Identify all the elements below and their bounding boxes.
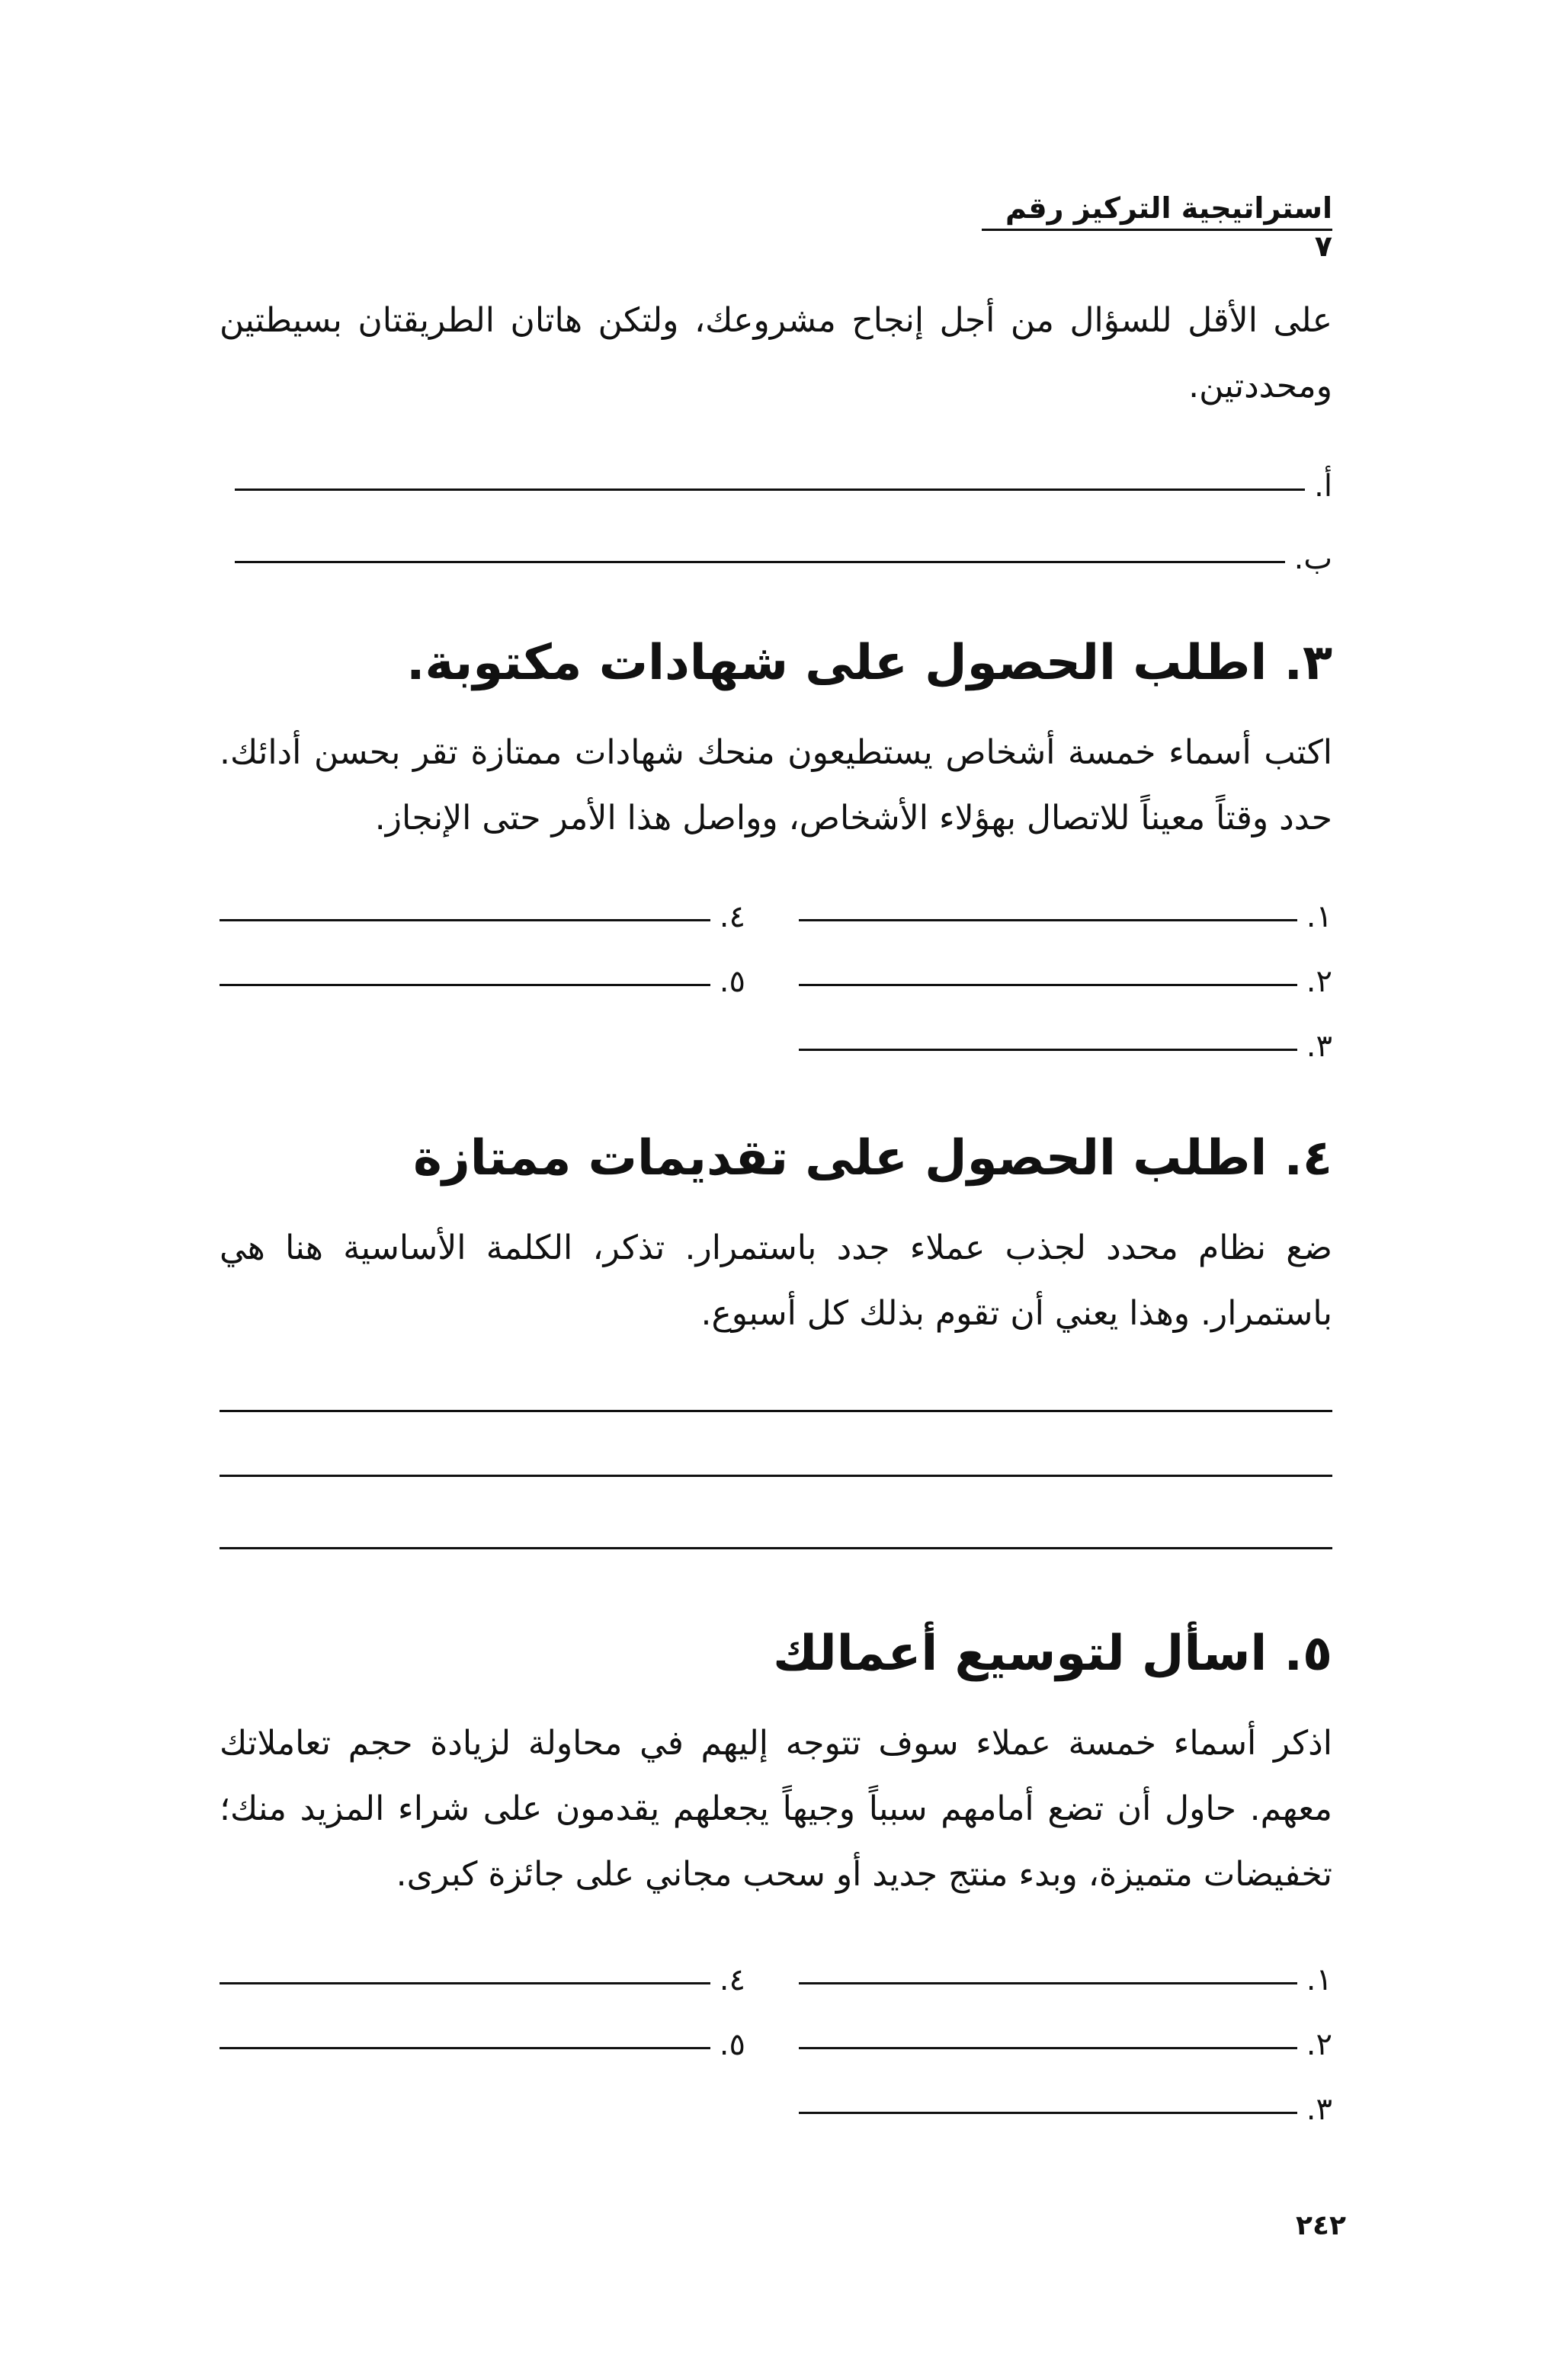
answer-line-b[interactable] [235, 541, 1332, 576]
section-5-line-5[interactable] [220, 2027, 745, 2062]
answer-label: ب. [1293, 541, 1332, 576]
answer-label: ١. [1306, 1962, 1332, 1997]
page-number: ٢٤٢ [1296, 2210, 1346, 2241]
section-4-answer-line-2[interactable] [220, 1475, 1332, 1477]
answer-rule [235, 561, 1285, 563]
answer-rule [220, 1982, 710, 1984]
answer-rule [799, 984, 1297, 986]
answer-label: ٥. [719, 2027, 745, 2062]
section-5-line-2[interactable] [799, 2027, 1332, 2062]
answer-label: ١. [1306, 899, 1332, 934]
intro-paragraph: على الأقل للسؤال من أجل إنجاح مشروعك، ولتكن هاتان الطريقتان بسيطتين ومحددتين. [220, 301, 1332, 405]
section-4-answer-line-3[interactable] [220, 1547, 1332, 1549]
answer-label: ٢. [1306, 964, 1332, 999]
answer-label: ٢. [1306, 2027, 1332, 2062]
answer-label: ٤. [719, 1962, 745, 1997]
section-5-line-3[interactable] [799, 2092, 1332, 2127]
answer-label: ٤. [719, 899, 745, 934]
running-head-rule [982, 229, 1332, 231]
answer-rule [799, 1982, 1297, 1984]
answer-rule [799, 919, 1297, 921]
answer-rule [799, 2047, 1297, 2049]
section-5-line-1[interactable] [799, 1962, 1332, 1997]
running-head: استراتيجية التركيز رقم ٧ [1005, 191, 1332, 263]
section-3-line-3[interactable] [799, 1029, 1332, 1064]
section-3-paragraph: اكتب أسماء خمسة أشخاص يستطيعون منحك شهادات ممتازة تقر بحسن أدائك. حدد وقتاً معيناً للاتصال بهؤلاء الأشخاص، وواصل هذا الأمر حتى الإنجاز. [220, 733, 1332, 838]
answer-label: ٣. [1306, 2092, 1332, 2127]
answer-rule [799, 1049, 1297, 1051]
answer-line-a[interactable] [235, 469, 1332, 504]
answer-label: ٣. [1306, 1029, 1332, 1064]
answer-label: ٥. [719, 964, 745, 999]
answer-rule [220, 984, 710, 986]
answer-rule [799, 2112, 1297, 2114]
answer-rule [220, 919, 710, 921]
section-3-heading: ٣. اطلب الحصول على شهادات مكتوبة. [406, 635, 1332, 691]
section-3-line-2[interactable] [799, 964, 1332, 999]
section-5-heading: ٥. اسأل لتوسيع أعمالك [773, 1626, 1332, 1682]
answer-rule [220, 2047, 710, 2049]
section-4-paragraph: ضع نظام محدد لجذب عملاء جدد باستمرار. تذكر، الكلمة الأساسية هنا هي باستمرار. وهذا يعني أن تقوم بذلك كل أسبوع. [220, 1228, 1332, 1333]
section-4-heading: ٤. اطلب الحصول على تقديمات ممتازة [413, 1130, 1332, 1187]
section-3-line-1[interactable] [799, 899, 1332, 934]
section-3-line-5[interactable] [220, 964, 745, 999]
section-5-line-4[interactable] [220, 1962, 745, 1997]
section-4-answer-line-1[interactable] [220, 1410, 1332, 1412]
answer-rule [235, 488, 1305, 491]
section-5-paragraph: اذكر أسماء خمسة عملاء سوف تتوجه إليهم في محاولة لزيادة حجم تعاملاتك معهم. حاول أن تضع أمامهم سبباً وجيهاً يجعلهم يقدمون على شراء المزيد منك؛ تخفيضات متميزة، وبدء منتج جديد أو سحب مجاني على جائزة كبرى. [220, 1724, 1332, 1894]
section-3-line-4[interactable] [220, 899, 745, 934]
answer-label: أ. [1314, 469, 1332, 504]
